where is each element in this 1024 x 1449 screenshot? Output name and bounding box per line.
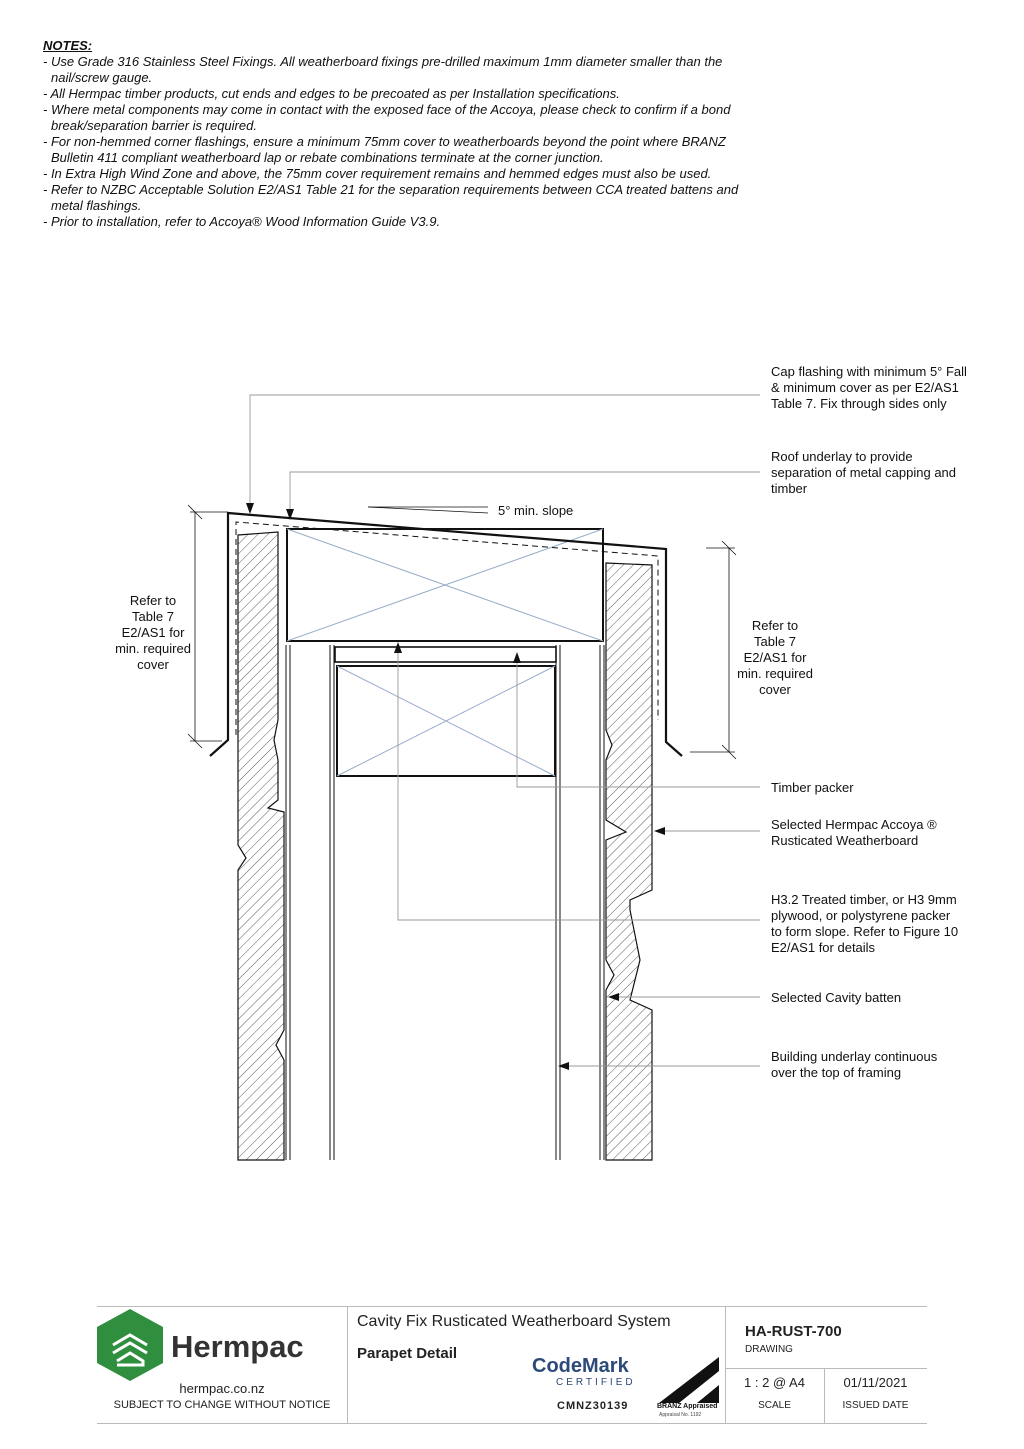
- codemark-number: CMNZ30139: [557, 1400, 629, 1412]
- brand-name: Hermpac: [171, 1329, 304, 1364]
- callout-roof-underlay: Roof underlay to provide separation of metal capping and timber: [771, 449, 957, 496]
- dimension-left: [188, 505, 228, 748]
- callout-building-underlay: Building underlay continuous over the top of framing: [771, 1049, 938, 1080]
- note-item: - For non-hemmed corner flashings, ensure a minimum 75mm cover to weatherboards beyond the point where BRANZ Bulletin 411 compliant weatherboard lap or rebate combinations terminate at the corner junction.: [43, 134, 726, 165]
- note-item: - In Extra High Wind Zone and above, the 75mm cover requirement remains and hemmed edges must also be used.: [43, 166, 712, 181]
- issued-date: 01/11/2021: [843, 1375, 908, 1390]
- callout-slope: 5° min. slope: [498, 503, 574, 518]
- codemark-logo: CodeMark: [532, 1355, 629, 1377]
- notes-title: NOTES:: [43, 38, 93, 53]
- note-item: - Use Grade 316 Stainless Steel Fixings. All weatherboard fixings pre-drilled maximum 1mm diameter smaller than the nail/screw gauge.: [43, 54, 723, 85]
- callout-weatherboard: Selected Hermpac Accoya ® Rusticated Weatherboard: [771, 817, 937, 848]
- disclaimer: SUBJECT TO CHANGE WITHOUT NOTICE: [113, 1399, 331, 1411]
- timber-packer-block: [337, 666, 555, 776]
- left-weatherboard: [238, 532, 284, 1160]
- system-name: Cavity Fix Rusticated Weatherboard System: [357, 1313, 671, 1330]
- drawing-number: HA-RUST-700: [745, 1323, 842, 1340]
- note-item: - All Hermpac timber products, cut ends and edges to be precoated as per Installation specifications.: [43, 86, 620, 101]
- detail-name: Parapet Detail: [357, 1345, 458, 1362]
- branz-label: BRANZ Appraised: [657, 1403, 718, 1410]
- issued-date-label: ISSUED DATE: [842, 1400, 909, 1411]
- branz-appraised-icon: [659, 1357, 719, 1403]
- drawing-label: DRAWING: [745, 1344, 793, 1355]
- roof-underlay: [236, 522, 658, 735]
- callout-right-cover: Refer to Table 7 E2/AS1 for min. required cover: [737, 618, 813, 697]
- callout-timber-packer: Timber packer: [771, 780, 854, 795]
- note-item: - Where metal components may come in contact with the exposed face of the Accoya, please check to confirm if a bond break/separation barrier is required.: [43, 102, 731, 133]
- thin-packer: [335, 647, 556, 662]
- leader-lines: [250, 395, 760, 1066]
- scale-value: 1 : 2 @ A4: [744, 1375, 805, 1390]
- right-weatherboard: [606, 563, 652, 1160]
- codemark-sub: CERTIFIED: [556, 1377, 636, 1388]
- note-item: - Prior to installation, refer to Accoya® Wood Information Guide V3.9.: [43, 214, 441, 229]
- branz-number: Appraisal No. 1192: [659, 1412, 702, 1418]
- framing-lines: [286, 645, 604, 1160]
- title-block: [97, 1306, 927, 1424]
- callout-cap-flashing: Cap flashing with minimum 5° Fall & minimum cover as per E2/AS1 Table 7. Fix through sides only: [771, 364, 967, 411]
- callout-cavity-batten: Selected Cavity batten: [771, 990, 902, 1005]
- callout-h32-timber: H3.2 Treated timber, or H3 9mm plywood, or polystyrene packer to form slope. Refer to Figure 10 E2/AS1 for details: [771, 892, 959, 955]
- website: hermpac.co.nz: [179, 1381, 265, 1396]
- slope-indicator: [368, 507, 488, 513]
- note-item: - Refer to NZBC Acceptable Solution E2/AS1 Table 21 for the separation requirements between CCA treated battens and metal flashings.: [43, 182, 739, 213]
- hermpac-logo-icon: [97, 1309, 163, 1381]
- callout-left-cover: Refer to Table 7 E2/AS1 for min. required cover: [115, 593, 191, 672]
- dimension-right: [690, 541, 736, 759]
- sloped-packer-block: [287, 529, 603, 641]
- scale-label: SCALE: [758, 1400, 791, 1411]
- notes-block: [43, 38, 743, 230]
